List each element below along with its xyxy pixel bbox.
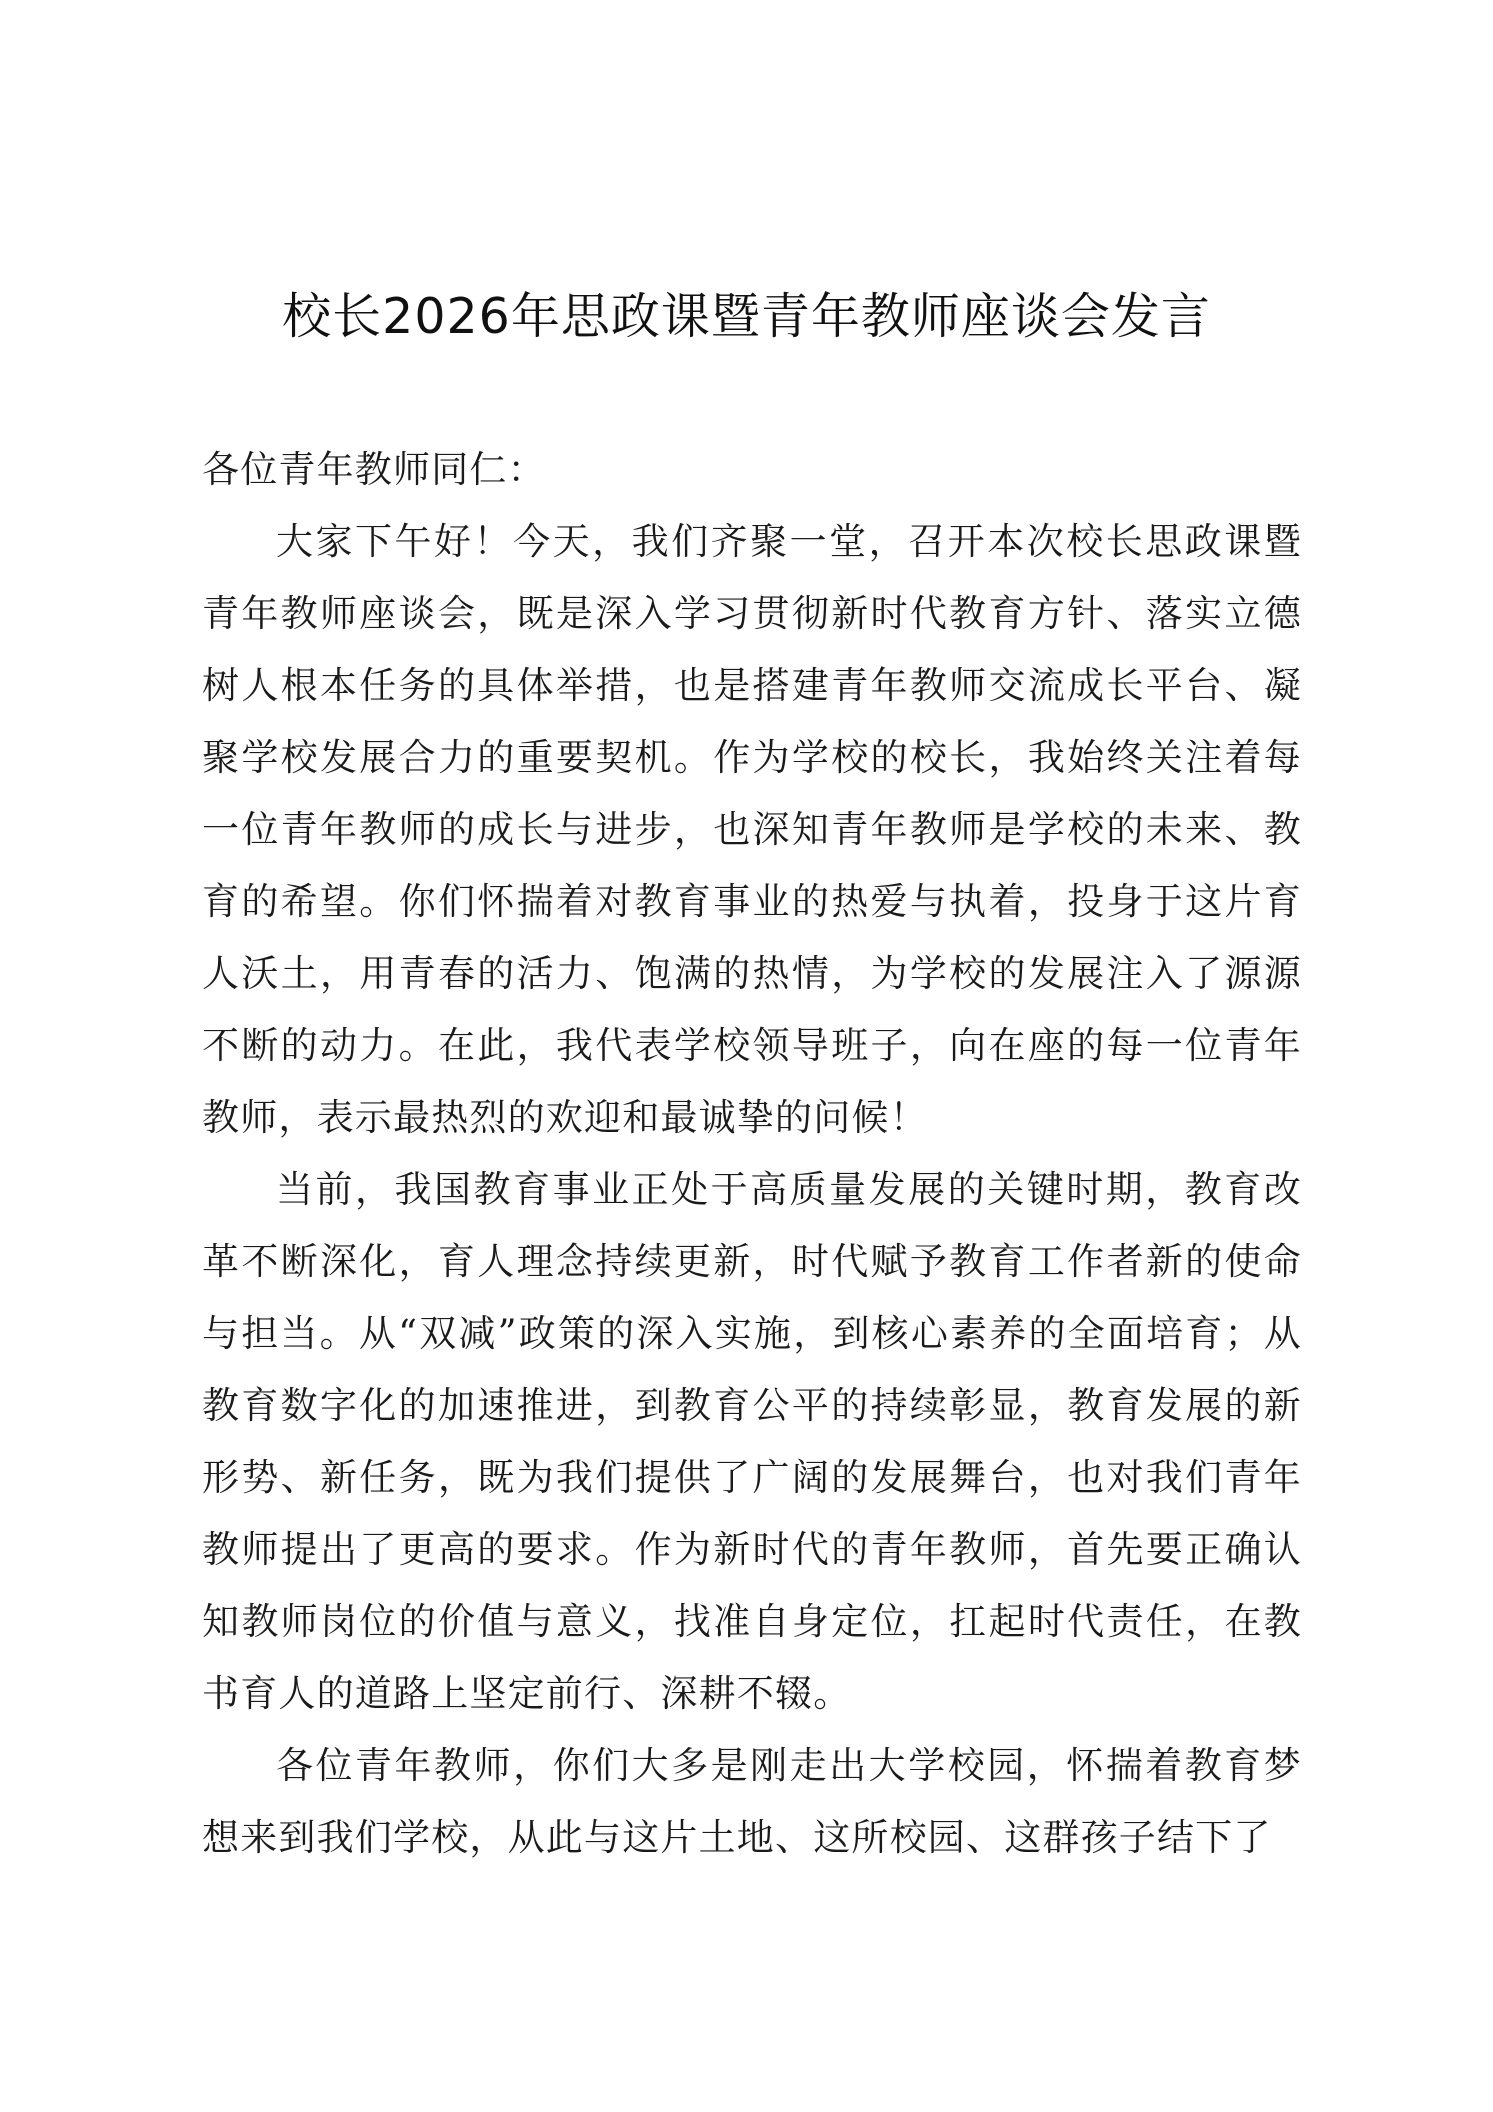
document-body: [202, 434, 1302, 1874]
salutation: 各位青年教师同仁：: [202, 448, 546, 491]
paragraph-3: 各位青年教师，你们大多是刚走出大学校园，怀揣着教育梦想来到我们学校，从此与这片土地、这所校园、这群孩子结下了: [202, 1744, 1302, 1859]
paragraph-2: 当前，我国教育事业正处于高质量发展的关键时期，教育改革不断深化，育人理念持续更新，时代赋予教育工作者新的使命与担当。从“双减”政策的深入实施，到核心素养的全面培育；从教育数字化的加速推进，到教育公平的持续彰显，教育发展的新形势、新任务，既为我们提供了广阔的发展舞台，也对我们青年教师提出了更高的要求。作为新时代的青年教师，首先要正确认知教师岗位的价值与意义，找准自身定位，扛起时代责任，在教书育人的道路上坚定前行、深耕不辍。: [202, 1168, 1302, 1715]
paragraph-1: 大家下午好！今天，我们齐聚一堂，召开本次校长思政课暨青年教师座谈会，既是深入学习贯彻新时代教育方针、落实立德树人根本任务的具体举措，也是搭建青年教师交流成长平台、凝聚学校发展合力的重要契机。作为学校的校长，我始终关注着每一位青年教师的成长与进步，也深知青年教师是学校的未来、教育的希望。你们怀揣着对教育事业的热爱与执着，投身于这片育人沃土，用青春的活力、饱满的热情，为学校的发展注入了源源不断的动力。在此，我代表学校领导班子，向在座的每一位青年教师，表示最热烈的欢迎和最诚挚的问候！: [202, 520, 1302, 1139]
document-title: 校长2026年思政课暨青年教师座谈会发言: [282, 288, 1211, 345]
